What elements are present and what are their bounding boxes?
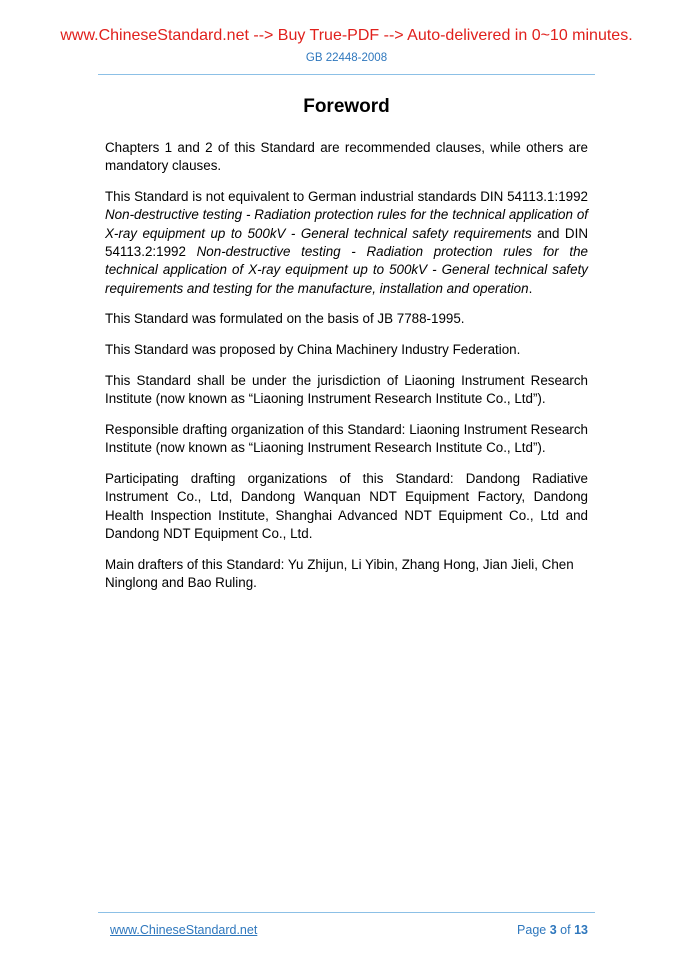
paragraph-participating-orgs: Participating drafting organizations of this Standard: Dandong Radiative Instrument Co., Ltd, Dandong Wanquan NDT Equipment Factory, Dandong Health Inspection Institute, Shanghai Advanced NDT Equipment Co., Ltd and Dandong NDT Equipment Co., Ltd.	[105, 471, 588, 542]
footer-divider	[98, 912, 595, 913]
paragraph-jurisdiction: This Standard shall be under the jurisdiction of Liaoning Instrument Research Institute (now known as “Liaoning Instrument Research Institute Co., Ltd”).	[105, 372, 588, 407]
standard-code: GB 22448-2008	[305, 52, 388, 64]
page-of: of	[560, 923, 571, 937]
equivalence-text-2: and DIN 54113.2:1992	[105, 225, 588, 259]
equivalence-text-1: This Standard is not equivalent to German industrial standards DIN 54113.1:1992	[105, 189, 588, 205]
equivalence-text-3: .	[528, 280, 533, 296]
page-label: Page	[517, 923, 547, 937]
footer-website-link[interactable]: www.ChineseStandard.net	[110, 923, 258, 937]
paragraph-responsible-org: Responsible drafting organization of this Standard: Liaoning Instrument Research Institute (now known as “Liaoning Instrument Research Institute Co., Ltd”).	[105, 422, 588, 456]
page-title: Foreword	[303, 96, 390, 117]
promo-banner[interactable]: www.ChineseStandard.net --> Buy True-PDF --> Auto-delivered in 0~10 minutes.	[60, 27, 633, 44]
paragraph-clauses: Chapters 1 and 2 of this Standard are recommended clauses, while others are mandatory clauses.	[105, 140, 588, 174]
din-54113-1-title: Non-destructive testing - Radiation protection rules for the technical application of X-ray equipment up to 500kV - General technical safety requirements	[105, 207, 588, 241]
foreword-body	[105, 139, 588, 605]
page-current: 3	[549, 923, 557, 937]
paragraph-drafters: Main drafters of this Standard: Yu Zhijun, Li Yibin, Zhang Hong, Jian Jieli, Chen Ninglong and Bao Ruling.	[105, 556, 574, 591]
header-divider	[98, 74, 595, 75]
din-54113-2-title: Non-destructive testing - Radiation protection rules for the technical application of X-ray equipment up to 500kV - General technical safety requirements and testing for the manufacture, installation and operation	[105, 243, 588, 296]
paragraph-proposed: This Standard was proposed by China Machinery Industry Federation.	[105, 342, 521, 358]
paragraph-equivalence	[105, 188, 588, 298]
paragraph-basis: This Standard was formulated on the basis of JB 7788-1995.	[105, 311, 465, 327]
page-indicator	[517, 922, 588, 938]
page-total: 13	[574, 923, 588, 937]
